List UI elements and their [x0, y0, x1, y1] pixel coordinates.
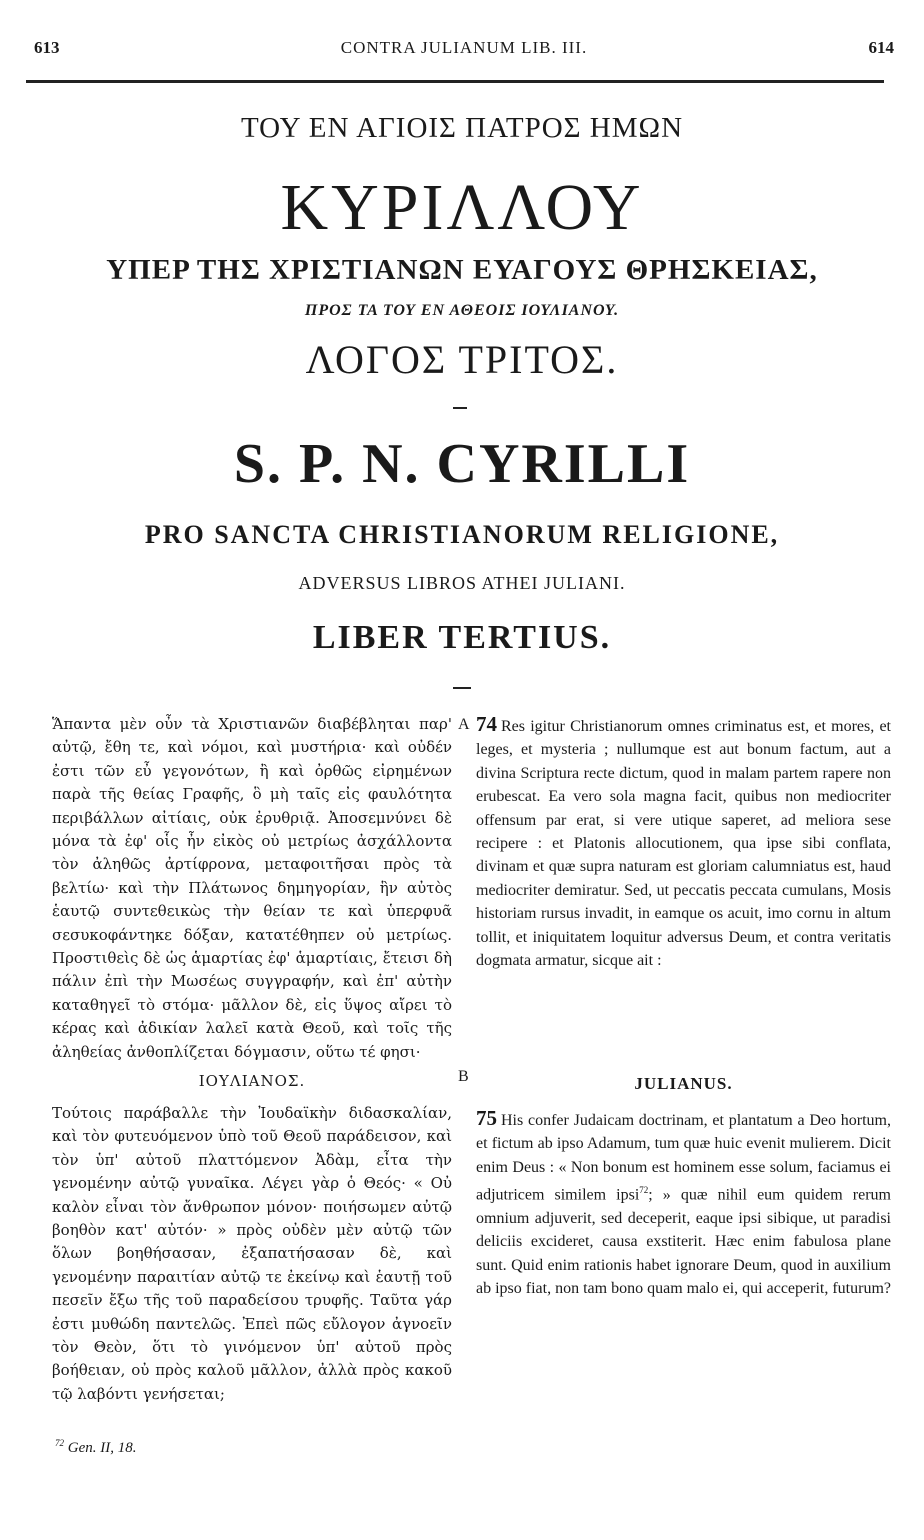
- running-title: CONTRA JULIANUM LIB. III.: [340, 38, 588, 57]
- greek-section-heading: [52, 1072, 452, 1090]
- title-divider: [453, 687, 471, 689]
- margin-mark-b: B: [458, 1068, 469, 1085]
- greek-column-top: [52, 713, 452, 1064]
- footnote-text: Gen. II, 18.: [67, 1440, 137, 1456]
- footnote: [55, 1438, 136, 1457]
- paragraph-number: 74: [476, 712, 497, 736]
- latin-paragraph: [476, 713, 891, 972]
- latin-book-title: LIBER TERTIUS.: [312, 619, 612, 656]
- greek-title-line1: ΤΟΥ ΕΝ ΑΓΙΟΙΣ ΠΑΤΡΟΣ ΗΜΩΝ: [240, 112, 684, 144]
- greek-column-bottom: [52, 1102, 452, 1406]
- header-rule: [26, 80, 884, 83]
- latin-title-line2: PRO SANCTA CHRISTIANORUM RELIGIONE,: [144, 520, 780, 549]
- paragraph-number: 75: [476, 1106, 497, 1130]
- greek-heading-text: ΙΟΥΛΙΑΝΟΣ.: [198, 1072, 306, 1090]
- greek-book-title: ΛΟΓΟΣ ΤΡΙΤΟΣ.: [305, 337, 619, 382]
- title-divider: [453, 407, 467, 409]
- greek-paragraph: Ἅπαντα μὲν οὖν τὰ Χριστιανῶν διαβέβληται παρ' αὐτῷ, ἔθη τε, καὶ νόμοι, καὶ μυστήρια· καὶ οὐδέν ἐστι τῶν εὖ γεγονότων, ἢ καὶ ὀρθῶς εἰρημένων παρὰ τῆς θείας Γραφῆς, ὃ μὴ ταῖς εἰς φαυλότητα περιβάλλων αἰτίαις, οὐκ ἐρυθριᾷ. Ἀποσεμνύνει δὲ μόνα τὰ ἐφ' οἷς ἦν εἰκὸς οὐ μετρίως ἀσχάλλοντα τὸν ἀληθῶς ἀρτίφρονα, μεταφοιτῆσαι πρὸς τὰ βελτίω· καὶ τὴν Πλάτωνος δημηγορίαν, ἣν αὐτὸς ἑαυτῷ συντεθεικὼς τὴν θείαν τε καὶ ὑπερφυᾶ σεσυκοφάντηκε δόξαν, κατατέθηπεν οὐ μετρίως. Προστιθεὶς δὲ ὡς ἁμαρτίας ἐφ' ἁμαρτίαις, ἔτεισι δὴ πάλιν ἐπὶ τὴν Μωσέως συγγραφήν, καὶ ἐπ' αὐτὴν καταθηγεῖ τὸ στόμα· μᾶλλον δὲ, εἰς ὕψος αἴρει τὸ κέρας καὶ ἀδικίαν λαλεῖ κατὰ Θεοῦ, καὶ τοῖς τῆς ἀληθείας ἀνθοπλίζεται δόγμασιν, οὕτω τέ φησι·: [52, 715, 452, 1061]
- latin-column-top: [476, 713, 891, 972]
- greek-title-line3: ΥΠΕΡ ΤΗΣ ΧΡΙΣΤΙΑΝΩΝ ΕΥΑΓΟΥΣ ΘΡΗΣΚΕΙΑΣ,: [106, 254, 818, 286]
- latin-heading-text: JULIANUS.: [634, 1074, 733, 1093]
- latin-paragraph-text: Res igitur Christianorum omnes criminatus est, et mores, et leges, et mysteria ; nullumque est aut bonum factum, aut a divina Scriptura recte dictum, quod in malam partem rapere non erubescat. Ea vero sola magna facit, quibus non mediocriter offensum par erat, si vere utique saperet, ad meliora sese recipere : et Platonis allocutionem, qua ipse sibi conflata, divinam et quæ supra naturam est gloriam calumniatus est, haud mediocriter demiratur. Sed, ut peccatis peccata cumulans, Mosis historiam rursus invadit, in eamque os acuit, imo cornu in altum tollit, et iniquitatem loquitur adversus Deum, et contra veritatis dogmata armatur, sicque ait :: [476, 718, 891, 970]
- latin-title-line3: ADVERSUS LIBROS ATHEI JULIANI.: [298, 573, 626, 593]
- greek-title-author: ΚΥΡΙΛΛΟΥ: [280, 171, 644, 244]
- latin-paragraph-text: His confer Judaicam doctrinam, et plantatum a Deo hortum, et fictum ab ipso Adamum, tum quæ huic evenit mulierem. Dicit enim Deus : « Non bonum est hominem esse solum, faciamus ei adjutricem similem ipsi: [476, 1112, 891, 1204]
- latin-paragraph-text: ; » quæ nihil eum quidem rerum omnium adjuverit, sed deceperit, eaque ipsi sibique, ut paradisi deliciis excideret, causa exstiterit. Hæc enim fabulosa plane sunt. Quid enim rationis habet ignorare Deum, quod in auxilium ab ipso fiat, non tam bono quam malo ei, qui acceperit, futurum?: [476, 1186, 891, 1298]
- running-head: [34, 38, 894, 60]
- latin-column-bottom: [476, 1107, 891, 1301]
- greek-title-line4: ΠΡΟΣ ΤΑ ΤΟΥ ΕΝ ΑΘΕΟΙΣ ΙΟΥΛΙΑΝΟΥ.: [304, 302, 620, 319]
- footnote-reference[interactable]: 72: [639, 1185, 649, 1196]
- latin-paragraph: [476, 1107, 891, 1301]
- margin-mark-a: A: [458, 716, 470, 733]
- latin-title-author: S. P. N. CYRILLI: [233, 433, 691, 495]
- greek-paragraph: Τούτοις παράβαλλε τὴν Ἰουδαϊκὴν διδασκαλίαν, καὶ τὸν φυτευόμενον ὑπὸ τοῦ Θεοῦ παράδεισον, καὶ τὸν ὑπ' αὐτοῦ πλαττόμενον Ἀδὰμ, εἶτα τὴν γενομένην αὐτῷ γυναῖκα. Λέγει γὰρ ὁ Θεός· « Οὐ καλὸν εἶναι τὸν ἄνθρωπον μόνον· ποιήσωμεν αὐτῷ βοηθὸν κατ' αὐτόν· » πρὸς οὐδὲν μὲν αὐτῷ τῶν ὅλων βοηθήσασαν, ἐξαπατήσασαν δὲ, καὶ γενομένην παραιτίαν αὐτῷ τε ἐκείνῳ καὶ ἑαυτῇ τοῦ πεσεῖν ἔξω τῆς τοῦ παραδείσου τρυφῆς. Ταῦτα γάρ ἐστι μυθώδη παντελῶς. Ἐπεὶ πῶς εὔλογον ἀγνοεῖν τὸν Θεὸν, ὅτι τὸ γινόμενον ὑπ' αὐτοῦ πρὸς βοήθειαν, οὐ πρὸς καλοῦ μᾶλλον, ἀλλὰ πρὸς κακοῦ τῷ λαβόντι γενήσεται;: [52, 1104, 452, 1403]
- latin-section-heading: [476, 1074, 891, 1094]
- page-number-left: 613: [34, 38, 60, 57]
- footnote-marker: 72: [55, 1438, 64, 1448]
- page-number-right: 614: [868, 38, 894, 57]
